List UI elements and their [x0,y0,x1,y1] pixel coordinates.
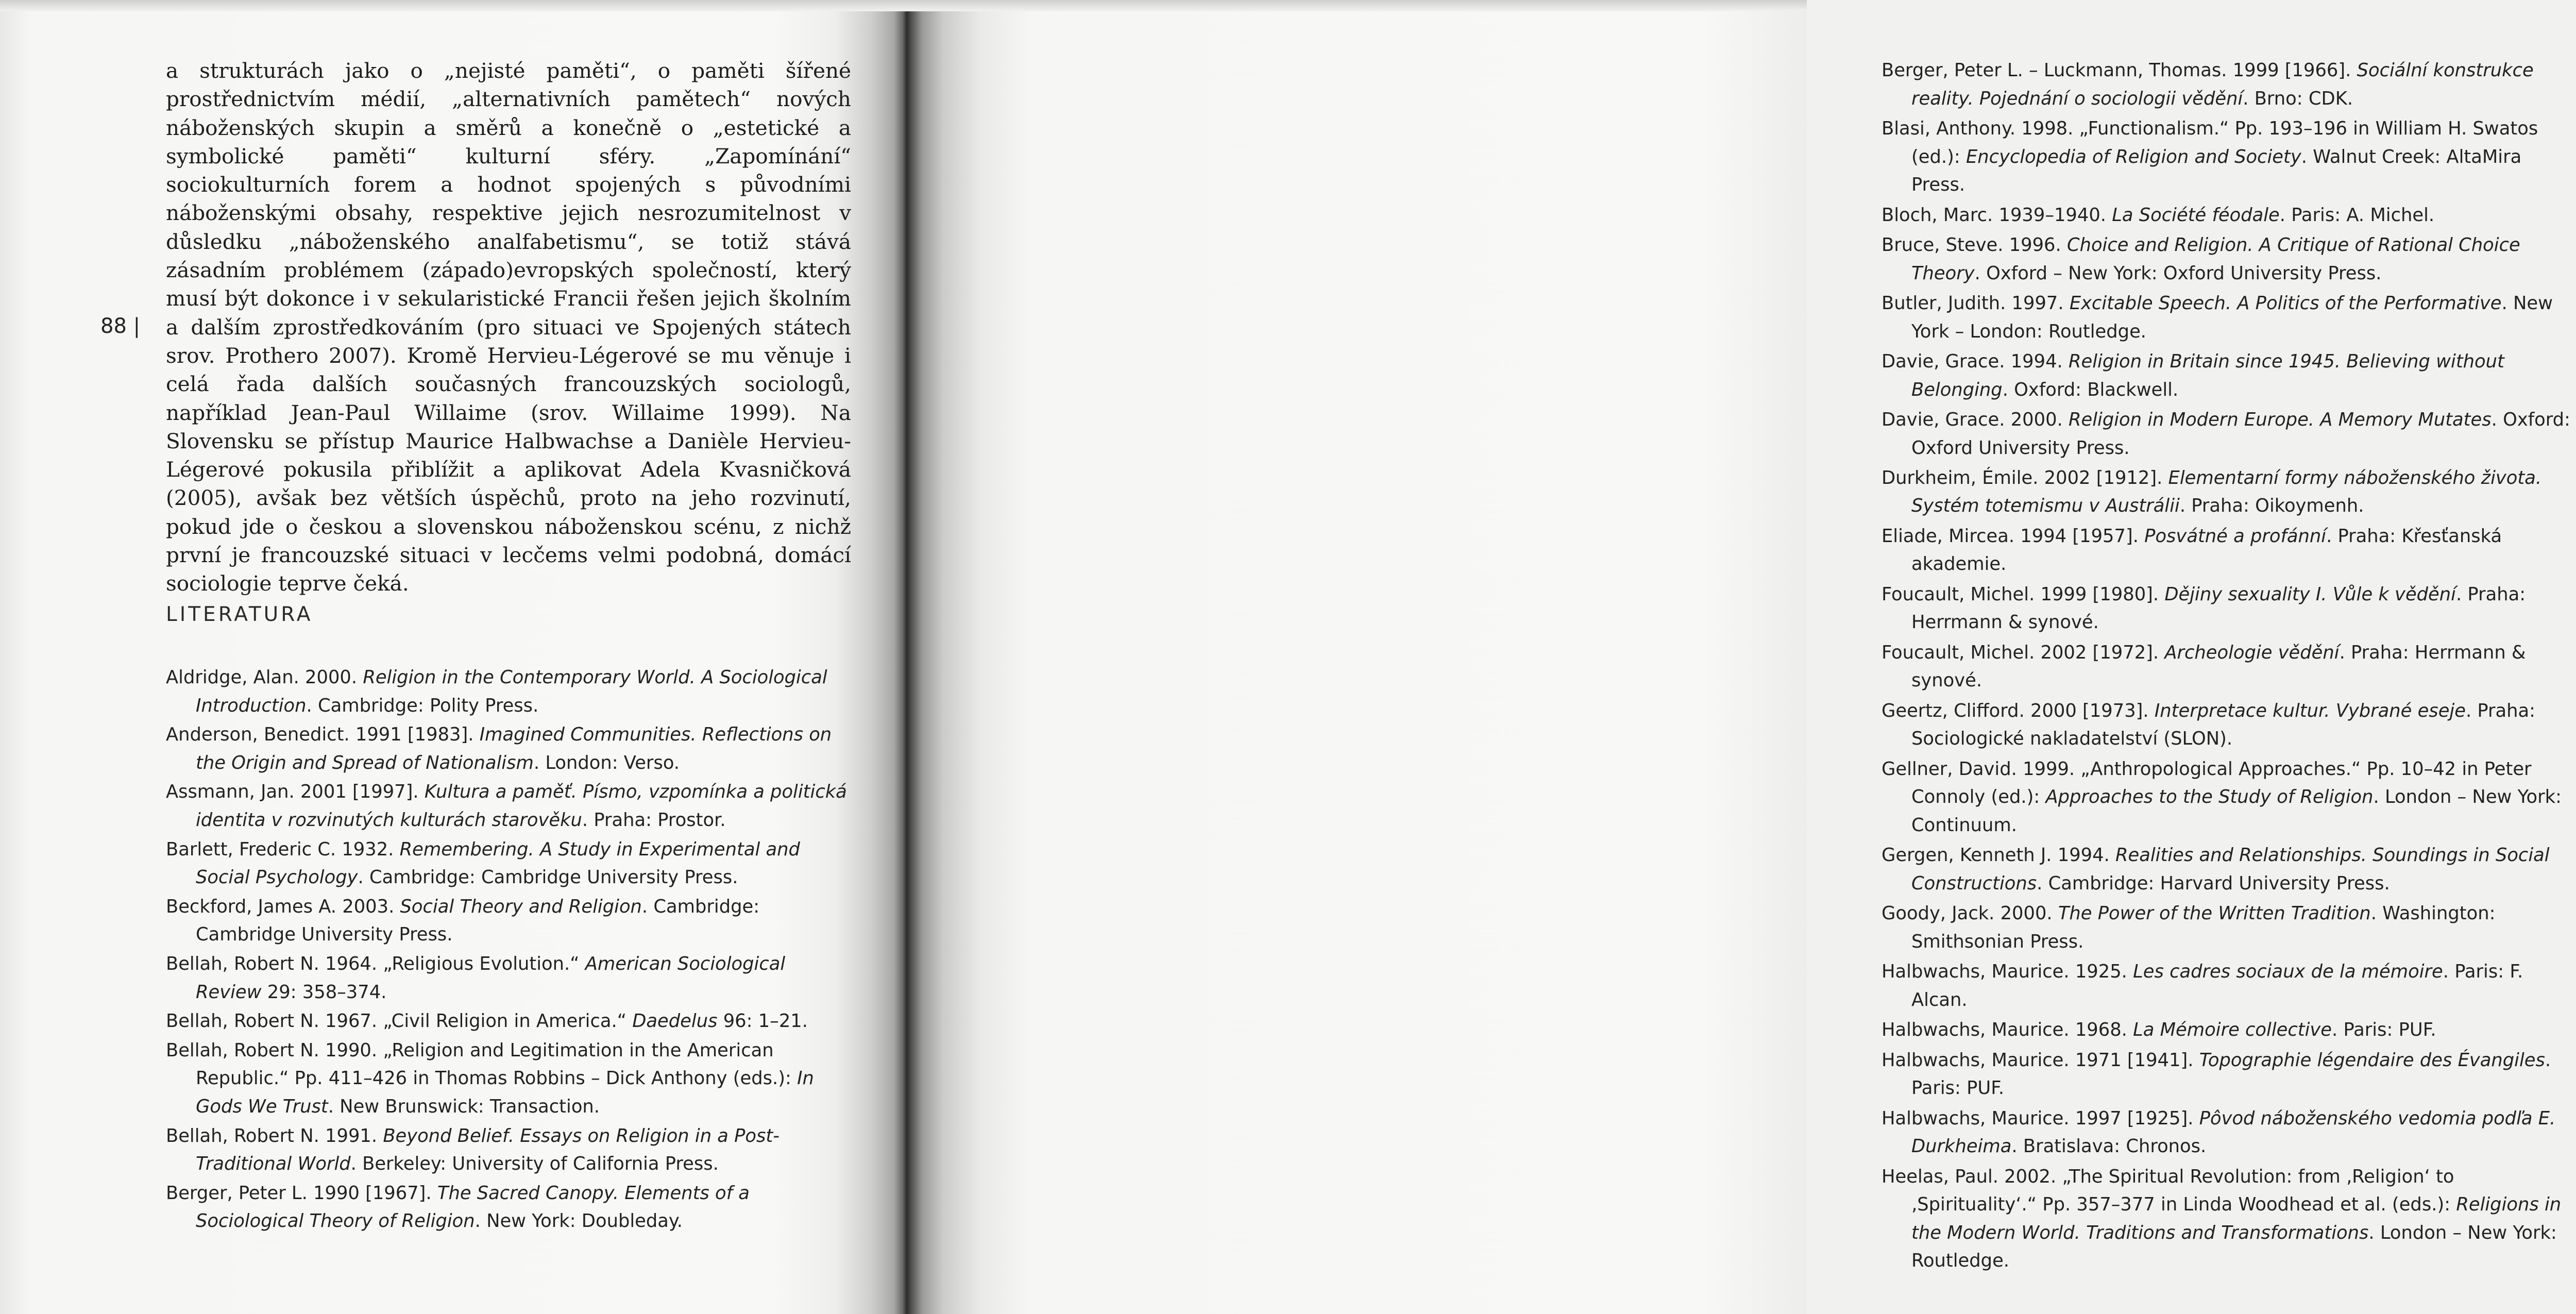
reference-author-year: Bellah, Robert N. 1964. „Religious Evolution.“ [166,953,585,974]
reference-entry [1882,697,2576,753]
reference-publisher: . Paris: A. Michel. [2279,204,2435,226]
reference-author-year: Durkheim, Émile. 2002 [1912]. [1882,467,2168,488]
reference-title: Archeologie vědění [2164,642,2340,663]
reference-entry [1882,115,2576,199]
reference-publisher: . New York – London: Routledge. [1911,292,2553,342]
reference-entry [1882,348,2576,404]
reference-publisher: 96: 1–21. [717,1010,808,1032]
reference-title: Realities and Relationships. Soundings in Social Constructions [1911,845,2550,894]
reference-entry [1882,464,2576,520]
reference-author-year: Davie, Grace. 1994. [1882,350,2069,372]
reference-publisher: . Cambridge: Cambridge University Press. [196,896,760,946]
reference-author-year: Gergen, Kenneth J. 1994. [1882,845,2115,866]
reference-publisher: . Cambridge: Cambridge University Press. [358,867,738,888]
reference-publisher: . Paris: PUF. [1911,1049,2551,1099]
reference-entry [166,1037,847,1121]
reference-entry [1882,1105,2576,1161]
reference-author-year: Bellah, Robert N. 1967. „Civil Religion in America.“ [166,1010,633,1032]
reference-publisher: . Praha: Herrmann & synové. [1911,583,2526,633]
reference-title: Elementarní formy náboženského života. Systém totemismu v Austrálii [1911,467,2542,517]
reference-entry [1882,57,2576,113]
reference-title: Dějiny sexuality I. Vůle k vědění [2164,583,2456,605]
reference-publisher: . Praha: Prostor. [582,809,726,831]
reference-publisher: . Oxford: Oxford University Press. [1911,409,2570,459]
reference-entry [166,1007,847,1036]
reference-entry [166,1122,847,1178]
reference-author-year: Halbwachs, Maurice. 1925. [1882,961,2133,983]
reference-entry [1882,1163,2576,1275]
reference-title: La Mémoire collective [2133,1019,2332,1041]
reference-entry [1882,900,2576,956]
reference-author-year: Anderson, Benedict. 1991 [1983]. [166,724,480,746]
section-heading: LITERATURA [166,603,313,626]
reference-title: Pôvod náboženského vedomia podľa E. Durkheima [1911,1107,2556,1157]
reference-author-year: Goody, Jack. 2000. [1882,903,2058,924]
right-page [907,0,2570,1314]
reference-entry [1882,523,2576,579]
reference-author-year: Eliade, Mircea. 1994 [1957]. [1882,525,2145,547]
reference-publisher: . Walnut Creek: AltaMira Press. [1911,146,2522,196]
reference-title: Choice and Religion. A Critique of Rational Choice Theory [1911,234,2520,284]
reference-entry [1882,1047,2576,1103]
reference-author-year: Davie, Grace. 2000. [1882,409,2069,430]
reference-publisher: . Cambridge: Polity Press. [306,695,539,716]
reference-title: Topographie légendaire des Évangiles [2199,1049,2545,1071]
reference-author-year: Assmann, Jan. 2001 [1997]. [166,781,425,803]
reference-entry [1882,841,2576,898]
reference-entry [1882,201,2576,230]
reference-publisher: . Paris: F. Alcan. [1911,961,2523,1010]
reference-entry [1882,755,2576,840]
reference-publisher: . Praha: Sociologické nakladatelství (SLON). [1911,700,2536,750]
reference-title: The Power of the Written Tradition [2058,903,2371,924]
reference-entry [1882,1016,2576,1045]
reference-title: Approaches to the Study of Religion [2045,786,2374,808]
reference-entry [166,893,847,949]
reference-entry [166,836,847,892]
reference-title: Excitable Speech. A Politics of the Performative [2069,292,2502,314]
reference-author-year: Berger, Peter L. – Luckmann, Thomas. 1999 [1966]. [1882,60,2357,81]
reference-title: Interpretace kultur. Vybrané eseje [2154,700,2466,721]
reference-publisher: . Oxford: Blackwell. [2002,379,2179,400]
reference-title: Kultura a paměť. Písmo, vzpomínka a politická identita v rozvinutých kulturách starověku [196,781,847,831]
reference-publisher: . London – New York: Continuum. [1911,786,2562,836]
reference-publisher: . New Brunswick: Transaction. [328,1096,600,1117]
reference-title: American Sociological Review [196,953,786,1003]
reference-title: Imagined Communities. Reflections on the Origin and Spread of Nationalism [196,724,832,773]
reference-publisher: . Cambridge: Harvard University Press. [2037,872,2390,894]
reference-title: Beyond Belief. Essays on Religion in a Post-Traditional World [196,1125,779,1175]
reference-publisher: 29: 358–374. [261,981,387,1003]
reference-author-year: Halbwachs, Maurice. 1968. [1882,1019,2133,1041]
reference-title: Religion in the Contemporary World. A Sociological Introduction [196,667,827,716]
reference-author-year: Berger, Peter L. 1990 [1967]. [166,1182,437,1204]
reference-title: Religion in Modern Europe. A Memory Mutates [2068,409,2492,430]
reference-title: Les cadres sociaux de la mémoire [2133,961,2443,983]
reference-publisher: . London – New York: Routledge. [1911,1222,2557,1272]
reference-author-year: Bruce, Steve. 1996. [1882,234,2067,256]
reference-publisher: . Praha: Oikoymenh. [2179,495,2364,517]
reference-author-year: Beckford, James A. 2003. [166,896,400,917]
reference-author-year: Bellah, Robert N. 1990. „Religion and Legitimation in the American Republic.“ Pp. 411–426 in Thomas Robbins – Dick Anthony (eds.): [166,1039,798,1089]
reference-entry [166,778,847,834]
reference-publisher: . Brno: CDK. [2243,88,2353,109]
reference-author-year: Foucault, Michel. 2002 [1972]. [1882,642,2165,663]
reference-publisher: . Berkeley: University of California Press. [350,1153,719,1175]
reference-title: Religion in Britain since 1945. Believing without Belonging [1911,350,2504,400]
reference-author-year: Blasi, Anthony. 1998. „Functionalism.“ Pp. 193–196 in William H. Swatos (ed.): [1882,117,2538,167]
reference-entry [1882,958,2576,1014]
reference-title: Sociální konstrukce reality. Pojednání o sociologii vědění [1911,60,2534,109]
reference-title: Social Theory and Religion [400,896,642,917]
reference-title: Encyclopedia of Religion and Society [1966,146,2301,167]
reference-publisher: . London: Verso. [533,752,680,773]
body-paragraph: a strukturách jako o „nejisté paměti“, o paměti šířené prostřednictvím médií, „alternativních pamětech“ nových náboženských skupin a směrů a konečně o „estetické a symbolické paměti“ kulturní sféry. „Zapomínání“ sociokulturních forem a hodnot spojených s původními náboženskými obsahy, respektive jejich nesrozumitelnost v důsledku „náboženského analfabetismu“, se totiž stává zásadním problémem (západo)evropských společností, který musí být dokonce i v sekularistické Francii řešen jejich školním a dalším zprostředkováním (pro situaci ve Spojených státech srov. Prothero 2007). Kromě Hervieu-Légerové se mu věnuje i celá řada dalších současných francouzských sociologů, například Jean-Paul Willaime (srov. Willaime 1999). Na Slovensku se přístup Maurice Halbwachse a Danièle Hervieu-Légerové pokusila přiblížit a aplikovat Adela Kvasničková (2005), avšak bez větších úspěchů, proto na jeho rozvinutí, pokud jde o českou a slovenskou náboženskou scénu, z nichž první je francouzské situaci v lecčems velmi podobná, domácí sociologie teprve čeká. [166,58,851,596]
reference-author-year: Foucault, Michel. 1999 [1980]. [1882,583,2165,605]
reference-title: The Sacred Canopy. Elements of a Sociological Theory of Religion [196,1182,750,1232]
reference-title: Posvátné a profánní [2144,525,2327,547]
reference-entry [166,950,847,1006]
reference-title: Daedelus [632,1010,718,1032]
reference-publisher: . Praha: Křesťanská akademie. [1911,525,2502,575]
reference-author-year: Halbwachs, Maurice. 1997 [1925]. [1882,1107,2199,1129]
reference-title: La Société féodale [2112,204,2280,226]
reference-publisher: . Oxford – New York: Oxford University Press. [1974,262,2382,284]
reference-publisher: . New York: Doubleday. [474,1210,683,1232]
reference-entry [1882,406,2576,462]
reference-publisher: . Paris: PUF. [2332,1019,2436,1041]
left-page [0,0,902,1314]
reference-entry [1882,290,2576,346]
reference-title: In Gods We Trust [196,1068,814,1117]
reference-publisher: . Bratislava: Chronos. [2011,1136,2207,1157]
reference-entry [1882,639,2576,695]
reference-author-year: Halbwachs, Maurice. 1971 [1941]. [1882,1049,2199,1071]
reference-author-year: Geertz, Clifford. 2000 [1973]. [1882,700,2155,721]
reference-entry [166,1180,847,1236]
reference-entry [166,664,847,720]
reference-author-year: Heelas, Paul. 2002. „The Spiritual Revolution: from ‚Religion‘ to ‚Spirituality‘.“ Pp. 357–377 in Linda Woodhead et al. (eds.): [1882,1166,2456,1216]
reference-author-year: Gellner, David. 1999. „Anthropological Approaches.“ Pp. 10–42 in Peter Connoly (ed.): [1882,758,2532,808]
reference-title: Remembering. A Study in Experimental and Social Psychology [196,838,800,888]
reference-publisher: . Praha: Herrmann & synové. [1911,642,2526,692]
reference-list-left [166,664,847,1237]
reference-author-year: Bloch, Marc. 1939–1940. [1882,204,2112,226]
reference-author-year: Barlett, Frederic C. 1932. [166,838,400,860]
reference-title: Religions in the Modern World. Traditions and Transformations [1911,1194,2562,1243]
reference-author-year: Butler, Judith. 1997. [1882,292,2070,314]
reference-list-right [1882,57,2576,1277]
reference-publisher: . Washington: Smithsonian Press. [1911,903,2496,952]
reference-author-year: Bellah, Robert N. 1991. [166,1125,383,1147]
page-number-left: 88 | [100,314,141,338]
reference-entry [1882,581,2576,637]
reference-entry [1882,231,2576,288]
reference-author-year: Aldridge, Alan. 2000. [166,667,363,688]
reference-entry [166,721,847,777]
